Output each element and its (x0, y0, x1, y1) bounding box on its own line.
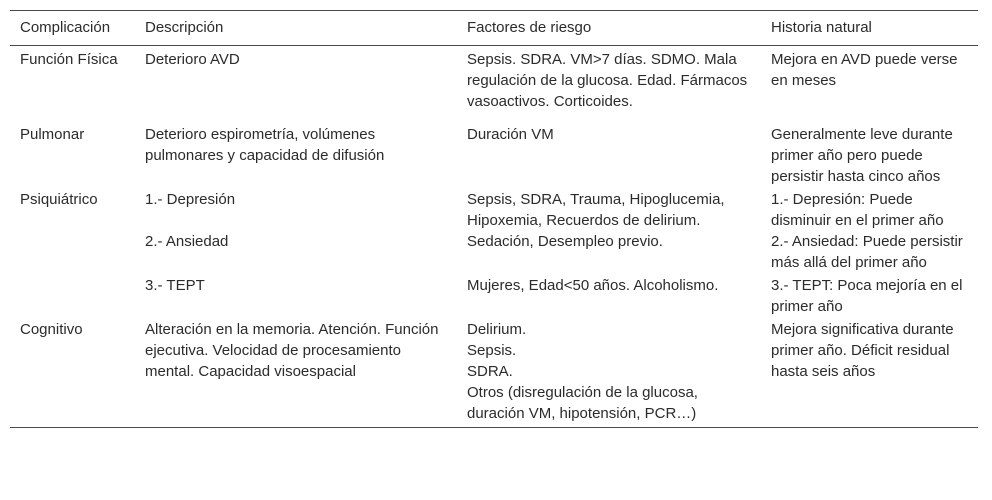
header-descripcion: Descripción (145, 19, 224, 36)
cell-historia: Generalmente leve durante primer año pero puede persistir hasta cinco años (771, 126, 953, 185)
table-row (10, 124, 978, 189)
complications-table-container (10, 10, 978, 428)
cell-descripcion: Alteración en la memoria. Atención. Función ejecutiva. Velocidad de procesamiento mental. Capacidad visoespacial (145, 321, 439, 380)
table-header (10, 11, 978, 46)
cell-complicacion (10, 275, 135, 317)
table-body (10, 46, 978, 428)
factor-line: Sepsis. (467, 342, 517, 359)
cell-complicacion: Pulmonar (20, 126, 85, 143)
factor-line: Otros (disregulación de la glucosa, duración VM, hipotensión, PCR…) (467, 384, 698, 422)
cell-factores: Sepsis, SDRA, Trauma, Hipoglucemia, Hipoxemia, Recuerdos de delirium. Sedación, Desempleo previo. (467, 191, 725, 250)
cell-factores: Sepsis. SDRA. VM>7 días. SDMO. Mala regulación de la glucosa. Edad. Fármacos vasoactivos. Corticoides. (467, 51, 748, 110)
table-row (10, 189, 978, 231)
cell-historia: 1.- Depresión: Puede disminuir en el primer año (771, 191, 944, 229)
cell-historia: 3.- TEPT: Poca mejoría en el primer año (771, 277, 963, 315)
table-row (10, 46, 978, 125)
cell-descripcion: 1.- Depresión (145, 191, 236, 208)
table-row (10, 275, 978, 317)
header-complicacion: Complicación (20, 19, 111, 36)
cell-descripcion: 2.- Ansiedad (145, 233, 229, 250)
cell-descripcion: 3.- TEPT (145, 277, 205, 294)
cell-complicacion: Psiquiátrico (20, 191, 98, 208)
cell-complicacion: Función Física (20, 51, 118, 68)
header-factores-riesgo: Factores de riesgo (467, 19, 592, 36)
complications-table (10, 10, 978, 428)
header-historia-natural: Historia natural (771, 19, 872, 36)
cell-factores: Duración VM (467, 126, 554, 143)
cell-factores: Mujeres, Edad<50 años. Alcoholismo. (467, 277, 719, 294)
cell-descripcion: Deterioro AVD (145, 51, 240, 68)
cell-factores (457, 317, 761, 428)
table-row (10, 317, 978, 428)
cell-historia: 2.- Ansiedad: Puede persistir más allá del primer año (771, 233, 963, 271)
cell-descripcion: Deterioro espirometría, volúmenes pulmonares y capacidad de difusión (145, 126, 385, 164)
cell-historia: Mejora significativa durante primer año. Déficit residual hasta seis años (771, 321, 954, 380)
factor-line: Delirium. (467, 321, 527, 338)
cell-complicacion (10, 231, 135, 275)
factor-line: SDRA. (467, 363, 513, 380)
cell-historia: Mejora en AVD puede verse en meses (771, 51, 958, 89)
header-row (10, 11, 978, 46)
cell-complicacion: Cognitivo (20, 321, 83, 338)
